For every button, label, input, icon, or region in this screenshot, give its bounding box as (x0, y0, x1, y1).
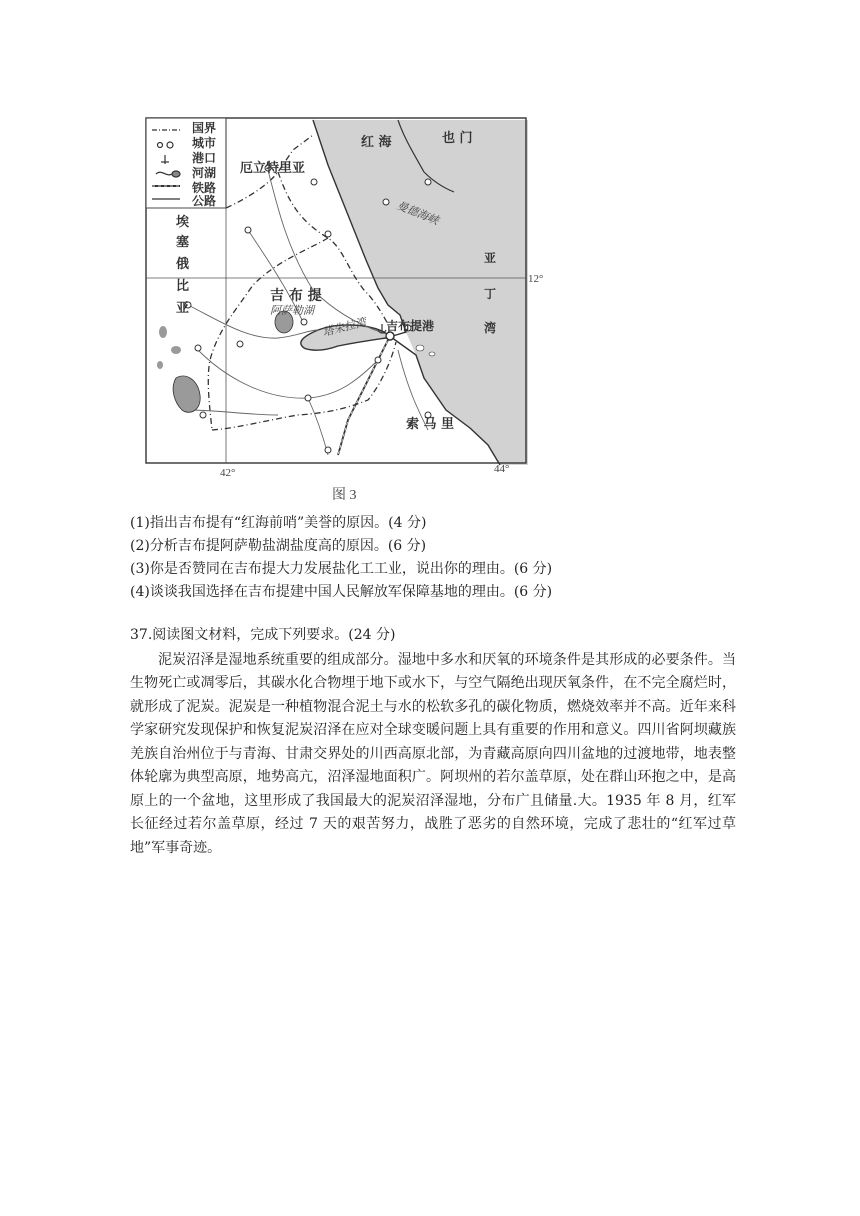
gulf-of-aden-label-3: 湾 (484, 321, 497, 335)
question-3: (3)你是否赞同在吉布提大力发展盐化工工业，说出你的理由。(6 分) (130, 561, 553, 577)
map-figure (128, 110, 548, 510)
figure-caption: 图 3 (332, 488, 357, 503)
bab-el-mandeb-label: 曼德海峡 (394, 198, 441, 228)
somalia-label: 索 马 里 (406, 417, 455, 432)
longitude-44-label: 44° (494, 463, 510, 475)
legend-item-city: 城市 (192, 136, 217, 150)
djibouti-label: 吉 布 提 (270, 288, 322, 304)
question-37 (130, 624, 736, 860)
question-4: (4)谈谈我国选择在吉布提建中国人民解放军保障基地的理由。(6 分) (130, 584, 553, 600)
ethiopia-label-4: 比 (176, 279, 190, 294)
gulf-tadjoura-label: 塔朱拉湾 (321, 315, 368, 339)
eritrea-label: 厄立特里亚 (240, 161, 306, 176)
legend-item-railway: 铁路 (192, 181, 217, 195)
question-1: (1)指出吉布提有“红海前哨”美誉的原因。(4 分) (130, 515, 427, 531)
ethiopia-label-3: 俄 (176, 257, 190, 272)
legend-item-road: 公路 (192, 194, 217, 208)
yemen-label: 也 门 (442, 131, 473, 146)
question-37-heading: 37.阅读图文材料，完成下列要求。(24 分) (130, 627, 396, 643)
longitude-42-label: 42° (220, 467, 236, 479)
legend-item-border: 国界 (192, 121, 217, 135)
red-sea-label: 红 海 (361, 135, 392, 150)
ethiopia-label-2: 塞 (176, 235, 190, 250)
question-list (130, 512, 730, 604)
gulf-of-aden-label-2: 丁 (484, 287, 497, 301)
gulf-of-aden-label-1: 亚 (484, 251, 497, 265)
ethiopia-label-5: 亚 (176, 301, 190, 316)
lake-assal-label: 阿萨勒湖 (270, 304, 314, 317)
question-37-passage: 泥炭沼泽是湿地系统重要的组成部分。湿地中多水和厌氧的环境条件是其形成的必要条件。当生物死亡或凋零后，其碳水化合物埋于地下或水下，与空气隔绝出现厌氧条件，在不完全腐烂时，就形成了泥炭。泥炭是一种植物混合泥土与水的松软多孔的碳化物质，燃烧效率并不高。近年来科学家研究发现保护和恢复泥炭沼泽在应对全球变暖问题上具有重要的作用和意义。四川省阿坝藏族羌族自治州位于与青海、甘肃交界处的川西高原北部，为青藏高原向四川盆地的过渡地带，地表整体轮廓为典型高原，地势高亢，沼泽湿地面积广。阿坝州的若尔盖草原，处在群山环抱之中，是高原上的一个盆地，这里形成了我国最大的泥炭沼泽湿地，分布广且储量.大。1935 年 8 月，红军长征经过若尔盖草原，经过 7 天的艰苦努力，战胜了恶劣的自然环境，完成了悲壮的“红军过草地”军事奇迹。 (130, 651, 736, 856)
legend-item-water: 河湖 (192, 166, 217, 180)
question-2: (2)分析吉布提阿萨勒盐湖盐度高的原因。(6 分) (130, 538, 427, 554)
djibouti-port-label: 吉布提港 (386, 319, 435, 333)
ethiopia-label-1: 埃 (176, 215, 190, 230)
legend-item-port: 港口 (192, 151, 217, 165)
latitude-12-label: 12° (528, 273, 544, 285)
